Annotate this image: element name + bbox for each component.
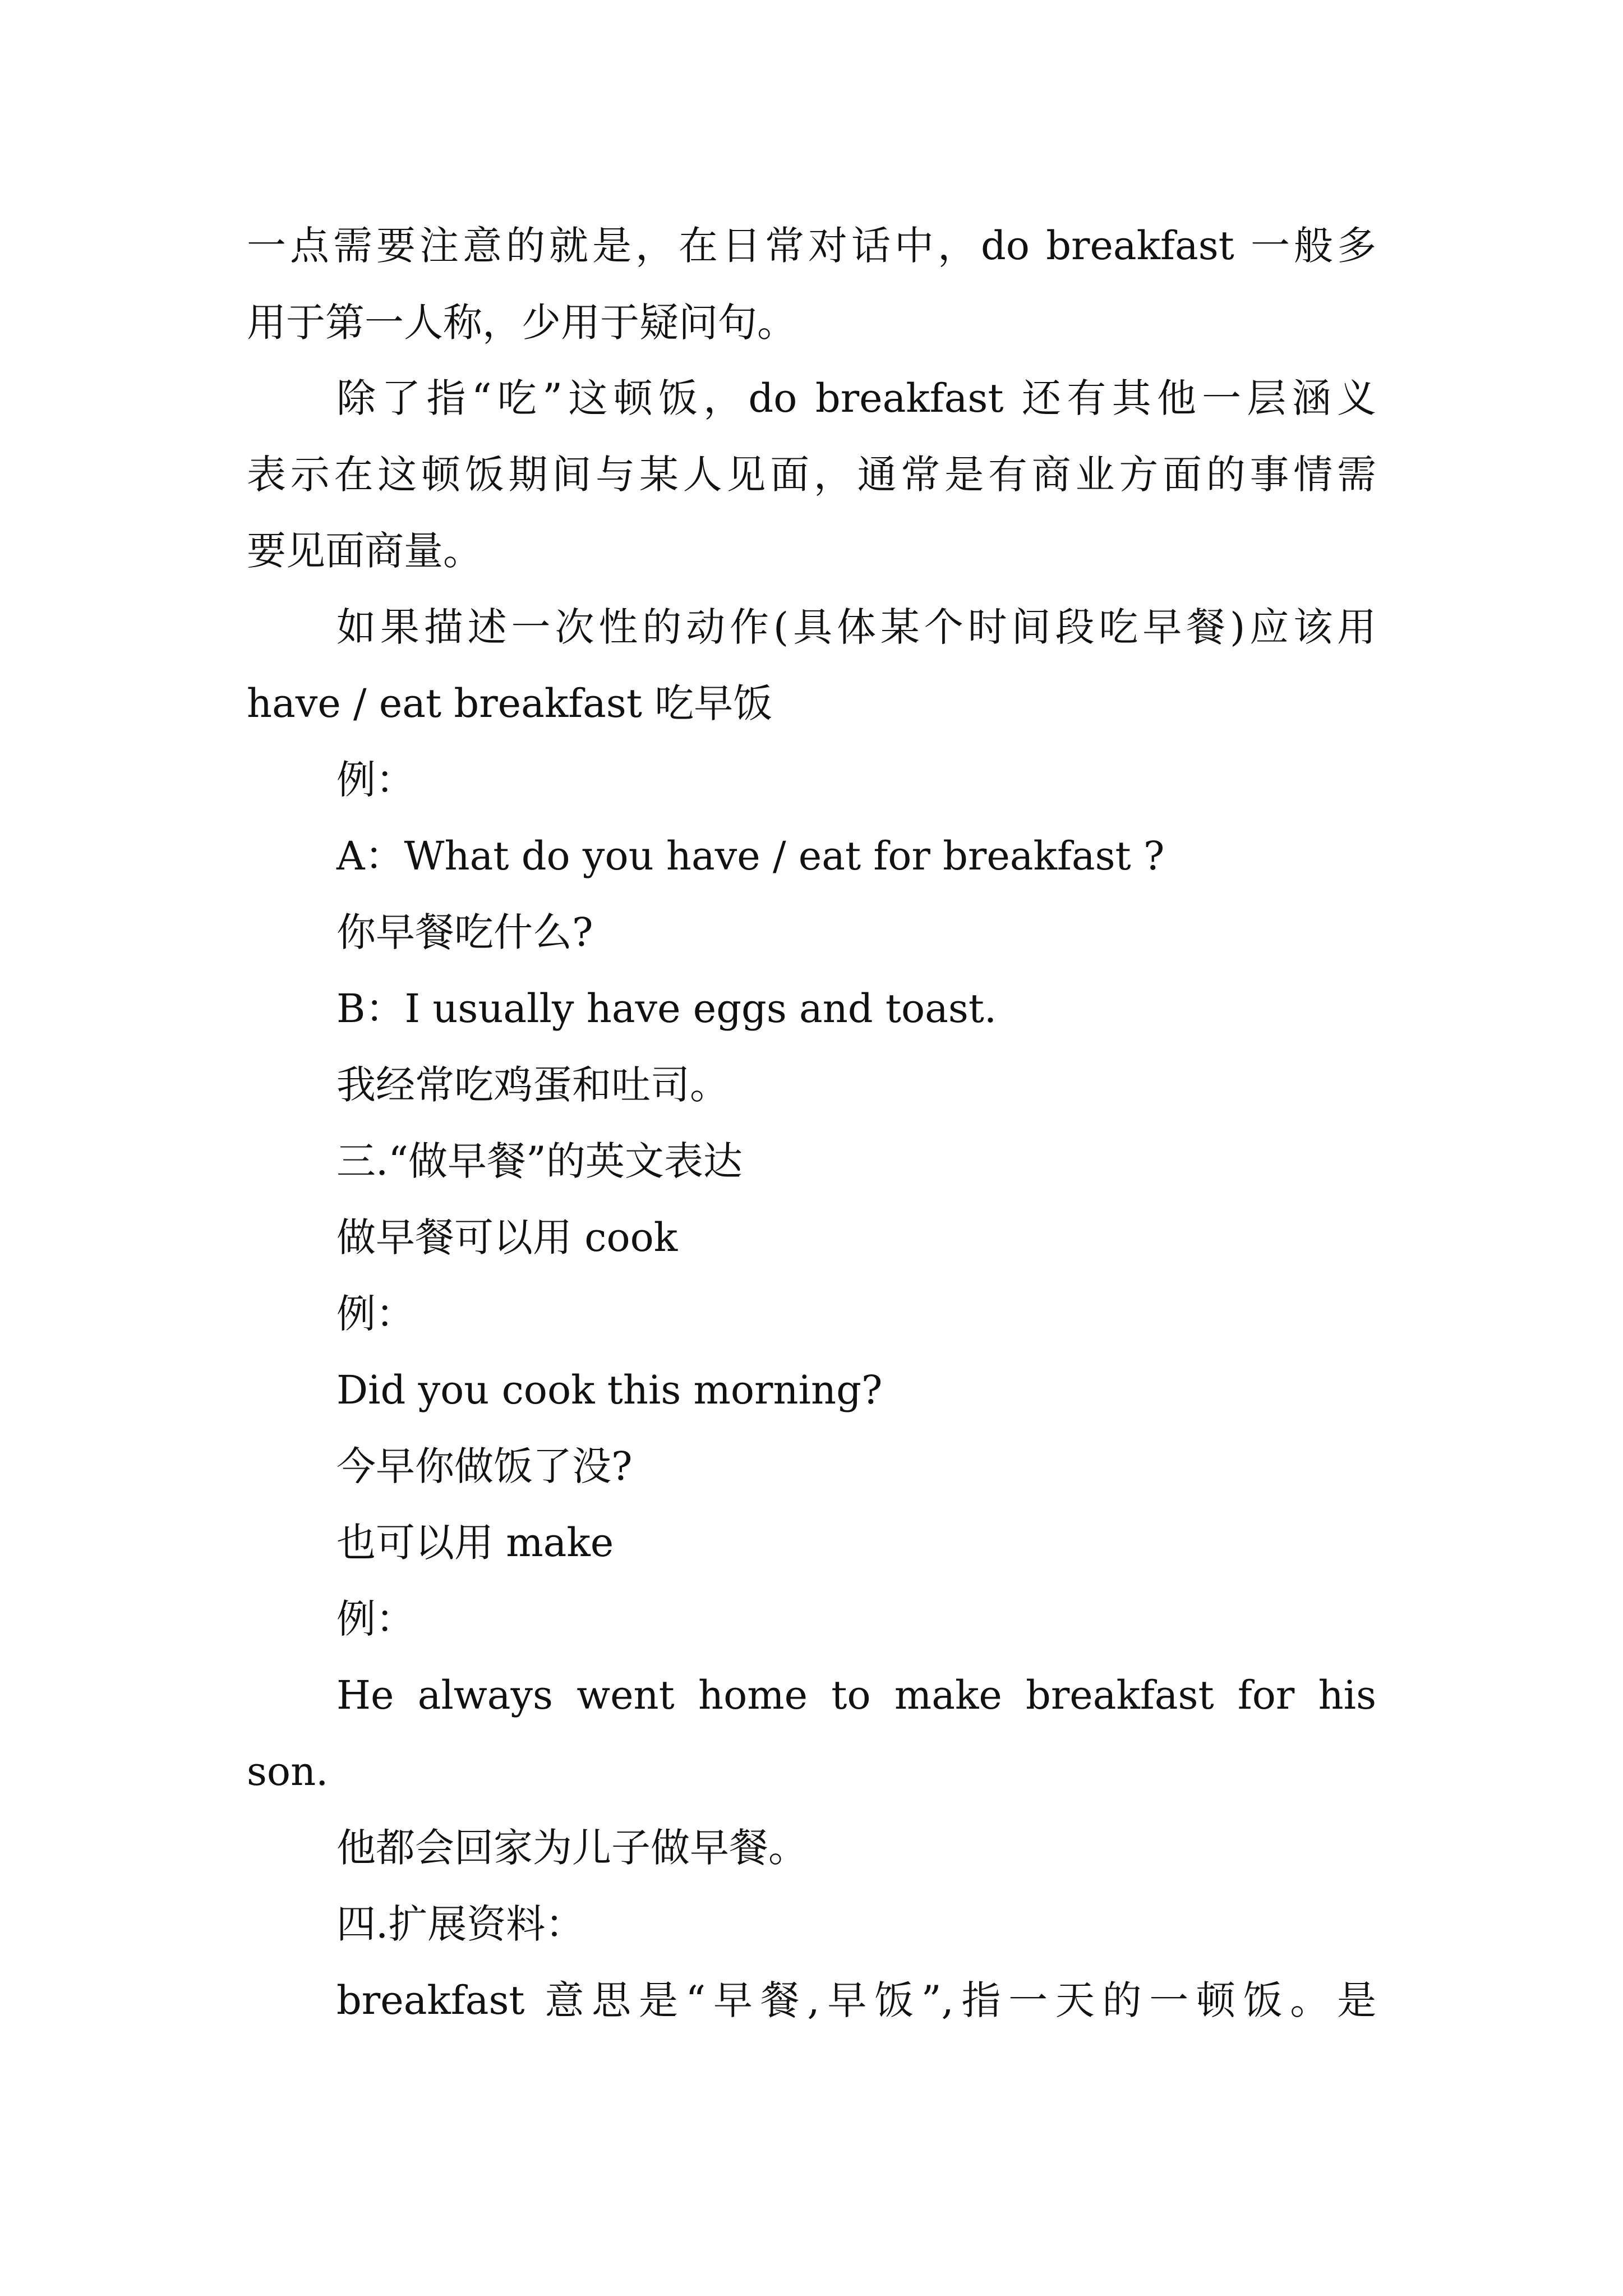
text-line: Did you cook this morning? bbox=[336, 1367, 883, 1413]
text-line: 除了指“吃”这顿饭，do breakfast 还有其他一层涵义 bbox=[336, 375, 1376, 421]
text-line: 今早你做饭了没? bbox=[336, 1443, 633, 1489]
text-line: 要见面商量。 bbox=[247, 528, 482, 574]
text-line: 你早餐吃什么? bbox=[336, 909, 593, 955]
text-line: 例： bbox=[336, 757, 415, 803]
text-line: have / eat breakfast 吃早饭 bbox=[247, 680, 773, 726]
text-line: He always went home to make breakfast for his bbox=[336, 1672, 1376, 1718]
text-line: 例： bbox=[336, 1596, 415, 1642]
text-line: 做早餐可以用 cook bbox=[336, 1214, 678, 1260]
text-line: B：I usually have eggs and toast. bbox=[336, 986, 997, 1032]
text-line: 例： bbox=[336, 1291, 415, 1337]
text-line: 用于第一人称，少用于疑问句。 bbox=[247, 300, 796, 346]
text-line: 如果描述一次性的动作(具体某个时间段吃早餐)应该用 bbox=[336, 604, 1376, 650]
section-heading: 四.扩展资料： bbox=[336, 1901, 585, 1947]
text-line: 他都会回家为儿子做早餐。 bbox=[336, 1825, 808, 1871]
text-line: son. bbox=[247, 1749, 329, 1795]
text-line: 表示在这顿饭期间与某人见面，通常是有商业方面的事情需 bbox=[247, 452, 1376, 498]
text-line: 我经常吃鸡蛋和吐司。 bbox=[336, 1062, 729, 1108]
text-line: A：What do you have / eat for breakfast ? bbox=[336, 833, 1165, 879]
text-line: 一点需要注意的就是，在日常对话中，do breakfast 一般多 bbox=[247, 223, 1376, 269]
text-line: 也可以用 make bbox=[336, 1520, 614, 1566]
section-heading: 三.“做早餐”的英文表达 bbox=[336, 1138, 743, 1184]
text-line: breakfast 意思是“早餐,早饭”,指一天的一顿饭。是 bbox=[336, 1977, 1376, 2023]
